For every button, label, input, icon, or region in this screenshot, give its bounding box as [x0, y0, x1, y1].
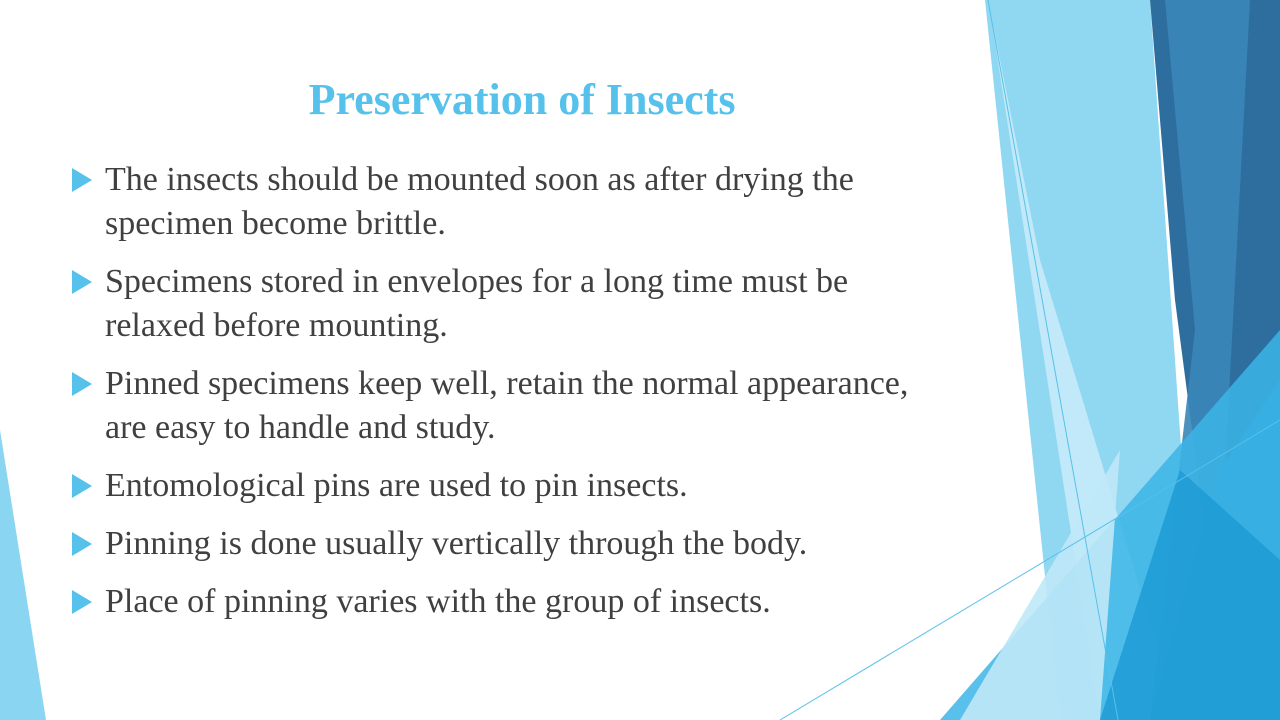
- triangle-bullet-icon: [72, 168, 92, 192]
- bullet-item: [70, 362, 940, 450]
- bullet-list: [70, 158, 940, 638]
- triangle-bullet-icon: [72, 590, 92, 614]
- slide-title: Preservation of Insects: [308, 75, 736, 124]
- bullet-item: [70, 580, 940, 624]
- bullet-text: Pinning is done usually vertically through the body.: [105, 525, 808, 562]
- triangle-bullet-icon: [72, 270, 92, 294]
- bullet-text: The insects should be mounted soon as after drying the specimen become brittle.: [105, 161, 854, 242]
- bullet-item: [70, 522, 940, 566]
- triangle-bullet-icon: [72, 474, 92, 498]
- bullet-item: [70, 464, 940, 508]
- left-edge-shape: [0, 430, 46, 720]
- triangle-bullet-icon: [72, 532, 92, 556]
- triangle-bullet-icon: [72, 372, 92, 396]
- bullet-text: Place of pinning varies with the group of insects.: [105, 583, 771, 620]
- bullet-text: Specimens stored in envelopes for a long time must be relaxed before mounting.: [105, 263, 849, 344]
- bullet-item: [70, 158, 940, 246]
- bullet-item: [70, 260, 940, 348]
- bullet-text: Pinned specimens keep well, retain the normal appearance, are easy to handle and study.: [105, 365, 909, 446]
- bullet-text: Entomological pins are used to pin insects.: [105, 467, 688, 504]
